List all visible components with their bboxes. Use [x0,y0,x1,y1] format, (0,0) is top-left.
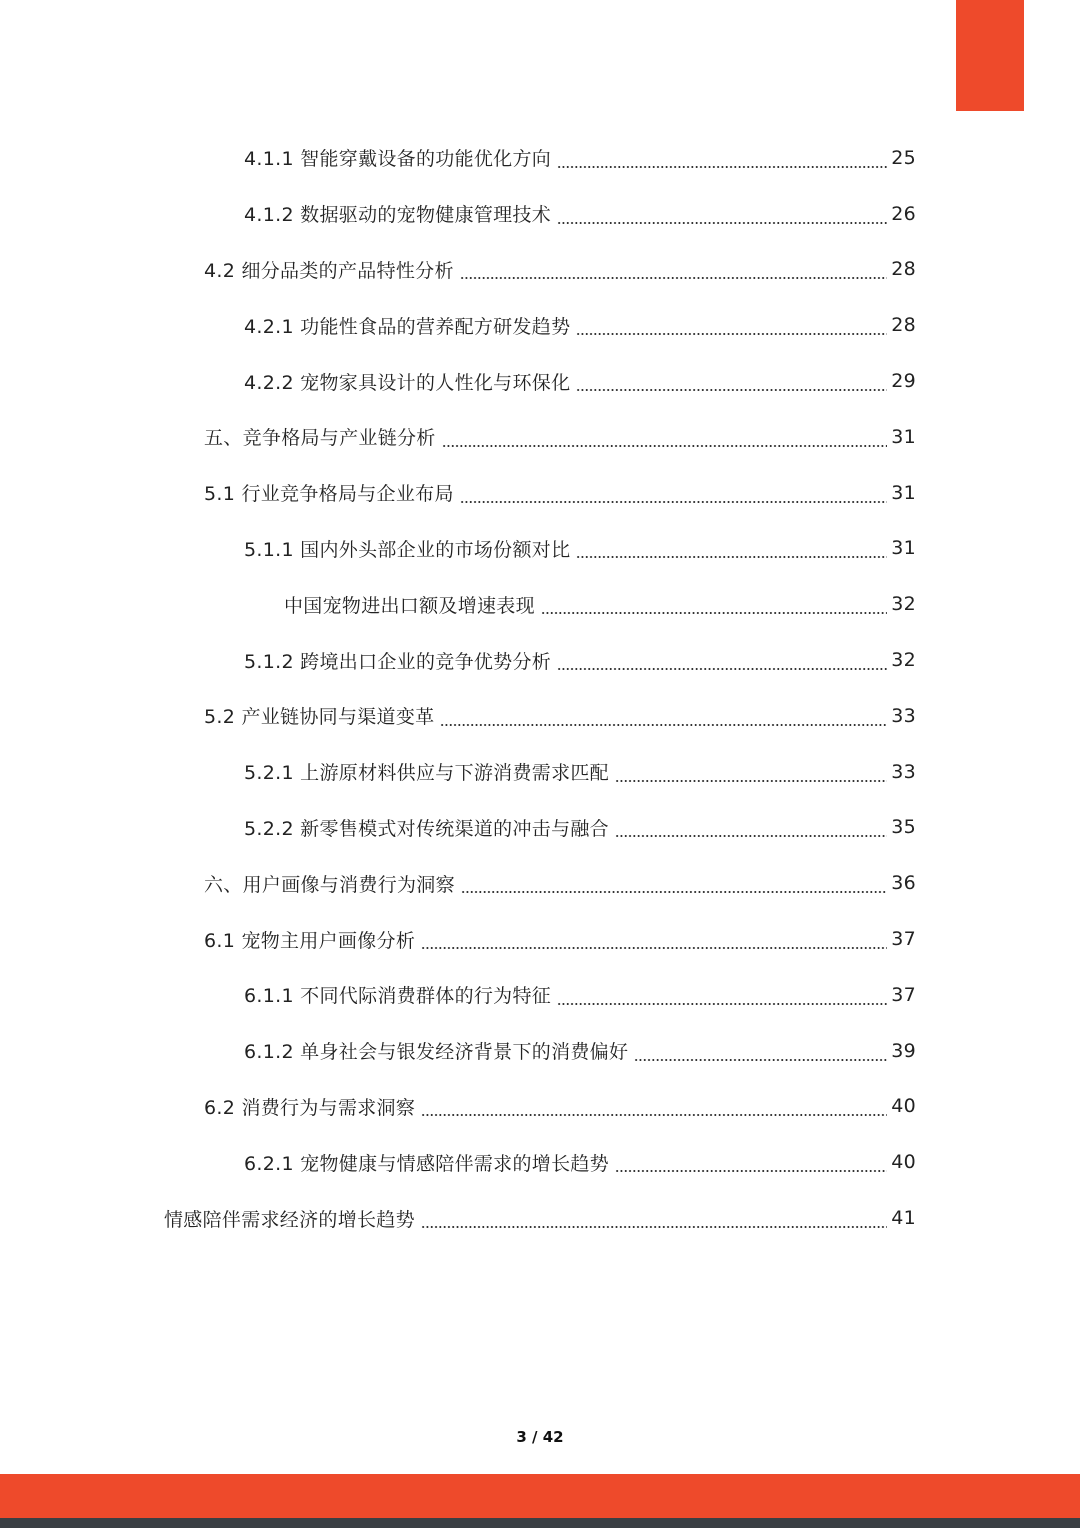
toc-entry-title: 6.1 宠物主用户画像分析 [204,929,416,952]
toc-entry[interactable] [0,465,1080,521]
toc-entry[interactable] [0,967,1080,1023]
toc-entry-title: 5.1 行业竞争格局与企业布局 [204,483,454,506]
toc-dot-leader [576,556,887,558]
toc-entry-page: 40 [891,1151,916,1174]
toc-entry[interactable] [0,1079,1080,1135]
toc-dot-leader [557,166,887,168]
toc-entry-page: 25 [891,146,916,169]
toc-entry-title: 4.1.1 智能穿戴设备的功能优化方向 [244,148,552,171]
toc-dot-leader [557,1003,887,1005]
toc-entry-title: 6.2 消费行为与需求洞察 [204,1096,416,1119]
toc-entry-title: 6.1.1 不同代际消费群体的行为特征 [244,985,552,1008]
toc-entry-title: 4.1.2 数据驱动的宠物健康管理技术 [244,204,552,227]
toc-entry[interactable] [0,688,1080,744]
toc-entry-page: 37 [891,983,916,1006]
toc-dot-leader [460,277,887,279]
footer-accent-bar [0,1474,1080,1518]
toc-entry-title: 5.2.2 新零售模式对传统渠道的冲击与融合 [244,817,609,840]
toc-entry[interactable] [0,353,1080,409]
toc-dot-leader [576,389,887,391]
toc-dot-leader [615,1170,887,1172]
toc-entry-title: 五、竞争格局与产业链分析 [204,427,436,450]
toc-entry-page: 33 [891,760,916,783]
toc-dot-leader [615,780,887,782]
toc-entry-page: 32 [891,593,916,616]
toc-dot-leader [440,724,887,726]
toc-entry[interactable] [0,632,1080,688]
toc-entry-page: 31 [891,481,916,504]
toc-entry[interactable] [0,744,1080,800]
toc-entry[interactable] [0,576,1080,632]
toc-entry[interactable] [0,297,1080,353]
toc-entry[interactable] [0,1190,1080,1246]
toc-entry-page: 32 [891,649,916,672]
toc-dot-leader [634,1059,887,1061]
toc-entry-page: 28 [891,314,916,337]
corner-accent-tab [956,0,1024,111]
toc-dot-leader [421,947,887,949]
toc-entry-title: 4.2 细分品类的产品特性分析 [204,259,454,282]
toc-entry-page: 31 [891,425,916,448]
toc-entry-page: 39 [891,1039,916,1062]
toc-entry-page: 26 [891,202,916,225]
toc-entry-page: 33 [891,704,916,727]
toc-dot-leader [421,1226,887,1228]
page-number: 3 / 42 [516,1428,564,1446]
toc-dot-leader [615,835,887,837]
toc-entry-page: 37 [891,928,916,951]
toc-entry-title: 4.2.2 宠物家具设计的人性化与环保化 [244,371,571,394]
toc-entry[interactable] [0,855,1080,911]
toc-entry-title: 6.2.1 宠物健康与情感陪伴需求的增长趋势 [244,1152,609,1175]
toc-entry[interactable] [0,800,1080,856]
toc-entry-page: 41 [891,1207,916,1230]
toc-entry[interactable] [0,1023,1080,1079]
toc-entry[interactable] [0,409,1080,465]
toc-entry-title: 中国宠物进出口额及增速表现 [284,594,535,617]
toc-entry-title: 6.1.2 单身社会与银发经济背景下的消费偏好 [244,1041,629,1064]
toc-entry-title: 5.2 产业链协同与渠道变革 [204,706,435,729]
toc-entry-page: 40 [891,1095,916,1118]
table-of-contents [0,130,1080,1246]
toc-entry-page: 31 [891,537,916,560]
toc-dot-leader [442,445,888,447]
toc-entry-title: 情感陪伴需求经济的增长趋势 [164,1208,415,1231]
toc-entry[interactable] [0,186,1080,242]
toc-entry-page: 35 [891,816,916,839]
toc-dot-leader [557,668,887,670]
toc-entry-title: 5.2.1 上游原材料供应与下游消费需求匹配 [244,762,609,785]
toc-dot-leader [460,501,887,503]
toc-entry-page: 29 [891,370,916,393]
toc-entry[interactable] [0,242,1080,298]
toc-entry-page: 28 [891,258,916,281]
toc-dot-leader [541,612,887,614]
toc-entry[interactable] [0,521,1080,577]
toc-dot-leader [461,891,887,893]
toc-entry-title: 4.2.1 功能性食品的营养配方研发趋势 [244,315,571,338]
toc-entry[interactable] [0,911,1080,967]
toc-dot-leader [576,333,887,335]
footer-dark-strip [0,1518,1080,1528]
toc-entry-title: 5.1.2 跨境出口企业的竞争优势分析 [244,650,552,673]
toc-entry-title: 六、用户画像与消费行为洞察 [204,873,455,896]
toc-entry-title: 5.1.1 国内外头部企业的市场份额对比 [244,538,571,561]
toc-dot-leader [421,1114,887,1116]
toc-entry[interactable] [0,1134,1080,1190]
toc-entry[interactable] [0,130,1080,186]
toc-entry-page: 36 [891,872,916,895]
toc-dot-leader [557,222,887,224]
